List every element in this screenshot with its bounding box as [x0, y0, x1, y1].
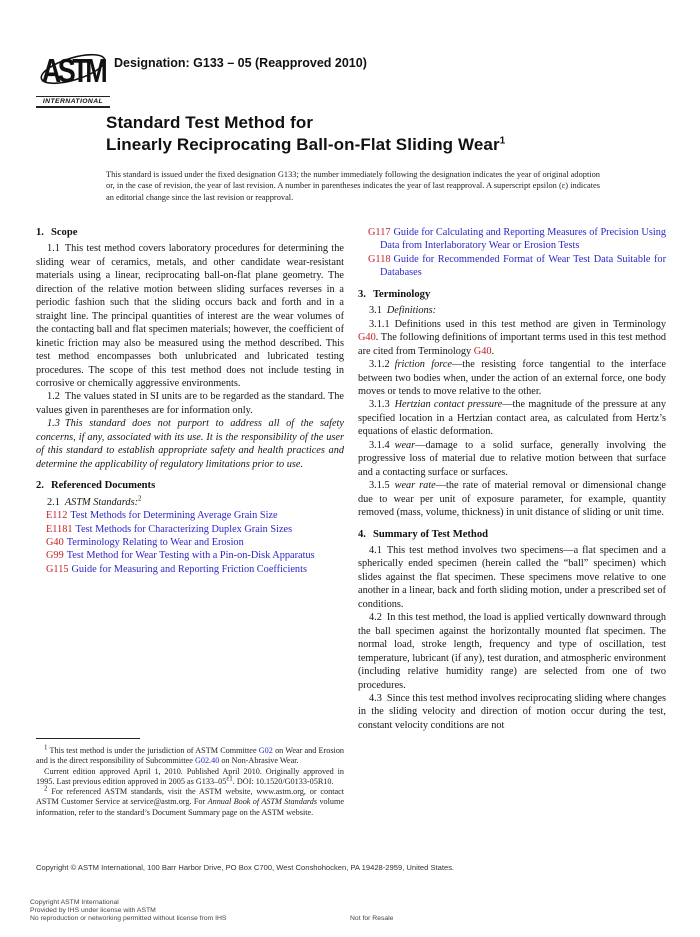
paragraph-3-1: 3.1 Definitions: — [369, 305, 437, 317]
title-line-2: Linearly Reciprocating Ball-on-Flat Sliding Wear$^1$ — [106, 134, 506, 154]
astm-logo — [36, 42, 110, 108]
standard-title-link[interactable]: Guide for Measuring and Reporting Friction Coefficients — [71, 563, 307, 575]
standard-title-link[interactable]: Guide for Calculating and Reporting Measures of Precision Using Data from Interlaboratory Wear or Erosion Tests — [380, 227, 666, 252]
standard-title-link[interactable]: Terminology Relating to Wear and Erosion — [66, 536, 244, 548]
paragraph-4-2: 4.2 In this test method, the load is applied vertically downward through the ball specimen against the horizontally mounted flat specimen. The normal load, stroke length, frequency and type of oscillation, test temperature, lubricant (if any), test duration, and atmospheric environment (including relative humidity range) are selected from one of two procedures. — [358, 612, 666, 691]
footnote-1: $^1$ This test method is under the jurisdiction of ASTM Committee G02 on Wear and Erosion and is the direct responsibility of Subcommittee G02.40 on Non-Abrasive Wear. — [36, 743, 345, 766]
paragraph-1-3: 1.3 This standard does not purport to address all of the safety concerns, if any, associated with its use. It is the responsibility of the user of this standard to establish appropriate safety and health practices and determine the applicability of regulatory limitations prior to use. — [36, 418, 344, 470]
paragraph-4-3: 4.3 Since this test method involves reciprocating sliding where changes in the sliding velocity and direction of motion occur during the test, constant velocity conditions are not — [358, 692, 666, 731]
paragraph-1-2: 1.2 The values stated in SI units are to be regarded as the standard. The values given in parentheses are for information only. — [36, 391, 344, 416]
terminology-g40-link[interactable]: G40 — [358, 332, 376, 344]
paragraph-4-1: 4.1 This test method involves two specimens—a flat specimen and a spherically ended specimen (herein called the “ball” specimen) which slides against the flat specimen. These specimens move relative to one another in a linear, back and forth sliding motion, under a prescribed set of conditions. — [358, 544, 666, 610]
reference-item — [36, 563, 344, 576]
not-for-resale-note: Not for Resale — [350, 915, 394, 922]
ihs-line-3: No reproduction or networking permitted without license from IHS — [30, 915, 227, 922]
standard-issue-note: This standard is issued under the fixed designation G133; the number immediately following the designation indicates the year of original adoption or, in the case of revision, the year of last revision. A number in parentheses indicates the year of last reapproval. A superscript epsilon (ε) indicates an editorial change since the last revision or reapproval. — [106, 170, 600, 202]
terminology-g40-link[interactable]: G40 — [473, 345, 492, 357]
footnote-edition: Current edition approved April 1, 2010. Published April 2010. Originally approved in 1995. Last previous edition approved in 2005 as $G133-05^{\varepsilon 1}$. DOI: 10.1520/G0133-05R10. — [36, 766, 344, 786]
designation: Designation: G133 – 05 (Reapproved 2010) — [114, 56, 367, 70]
reference-item — [358, 253, 666, 280]
reference-item — [36, 549, 344, 562]
standard-code-link[interactable]: G118 — [368, 253, 391, 265]
left-column — [36, 224, 344, 818]
ihs-line-1: Copyright ASTM International — [30, 899, 119, 906]
footnote-2: $^2$ For referenced ASTM standards, visit the ASTM website, www.astm.org, or contact ASTM Customer Service at service@astm.org. For Annual Book of ASTM Standards volume information, refer to the standard’s Document Summary page on the ASTM website. — [36, 784, 345, 817]
title-line-1: Standard Test Method for — [106, 113, 314, 132]
copyright-line: Copyright © ASTM International, 100 Barr Harbor Drive, PO Box C700, West Conshohocken, PA 19428-2959, United States. — [36, 863, 455, 872]
footnotes — [36, 738, 344, 818]
section-heading-scope: 1. Scope — [36, 227, 78, 238]
ihs-license-note — [30, 899, 226, 923]
astm-logo-subtext: INTERNATIONAL — [36, 96, 110, 108]
standard-title-link[interactable]: Test Method for Wear Testing with a Pin-on-Disk Apparatus — [66, 550, 315, 562]
committee-link[interactable]: G02 — [258, 745, 273, 755]
standard-code-link[interactable]: E1181 — [46, 523, 73, 535]
paragraph-3-1-3: 3.1.3 Hertzian contact pressure—the magnitude of the pressure at any specified location in a Hertzian contact area, as calculated from Hertz’s equations of elastic deformation. — [358, 399, 666, 438]
paragraph-3-1-2: 3.1.2 friction force—the resisting force tangential to the interface between two bodies when, under the action of an external force, one body moves or tends to move relative to the other. — [358, 359, 666, 397]
reference-item — [36, 523, 344, 536]
title-footnote-marker: 1 — [499, 134, 506, 146]
paragraph-2-1: 2.1 ASTM Standards:$^2$ — [47, 494, 142, 508]
standard-code-link[interactable]: G40 — [46, 536, 64, 548]
footnote-divider — [36, 738, 140, 739]
standard-code-link[interactable]: G99 — [46, 550, 64, 562]
paragraph-3-1-1: 3.1.1 Definitions used in this test method are given in Terminology G40. The following definitions of important terms used in this test method are cited from Terminology G40. — [358, 318, 666, 357]
section-heading-terminology: 3. Terminology — [358, 288, 431, 300]
astm-logo-text: ASTM — [41, 52, 105, 90]
standard-code-link[interactable]: E112 — [46, 510, 68, 522]
section-heading-referenced-documents: 2. Referenced Documents — [36, 480, 156, 492]
reference-item — [358, 226, 666, 253]
reference-item — [36, 536, 344, 549]
standard-title-link[interactable]: Test Methods for Determining Average Grain Size — [70, 510, 278, 522]
ihs-line-2: Provided by IHS under license with ASTM — [30, 907, 156, 914]
paragraph-3-1-4: 3.1.4 wear—damage to a solid surface, generally involving the progressive loss of material due to relative motion between that surface and a contacting surface or surfaces. — [358, 439, 666, 478]
standard-title-link[interactable]: Test Methods for Characterizing Duplex Grain Sizes — [75, 523, 293, 535]
right-column — [358, 224, 666, 818]
standard-code-link[interactable]: G115 — [46, 563, 69, 575]
astm-globe-icon — [38, 42, 108, 98]
subcommittee-link[interactable]: G02.40 — [194, 756, 220, 766]
page-title — [106, 112, 505, 155]
paragraph-3-1-5: 3.1.5 wear rate—the rate of material removal or dimensional change due to wear per unit of exposure parameter, for example, quantity removed (mass, volume, thickness) in unit distance of sliding or unit time. — [358, 480, 666, 519]
document-body — [36, 224, 666, 818]
standard-code-link[interactable]: G117 — [368, 227, 391, 238]
section-heading-summary: 4. Summary of Test Method — [358, 528, 489, 540]
standard-title-link[interactable]: Guide for Recommended Format of Wear Test Data Suitable for Databases — [380, 253, 666, 279]
paragraph-1-1: 1.1 This test method covers laboratory procedures for determining the sliding wear of ceramics, metals, and other candidate wear-resistant materials using a linear, reciprocating ball-on-flat plane geometry. The direction of the relative motion between sliding surfaces reverses in a periodic fashion such that the sliding occurs back and forth and in a straight line. The principal quantities of interest are the wear volumes of the contacting ball and flat specimen materials; however, the coefficient of kinetic friction may also be measured using the method described. This test method encompasses both unlubricated and lubricated testing procedures. The scope of this test method does not include testing in corrosive or chemically aggressive environments. — [36, 243, 344, 389]
reference-item — [36, 509, 344, 522]
